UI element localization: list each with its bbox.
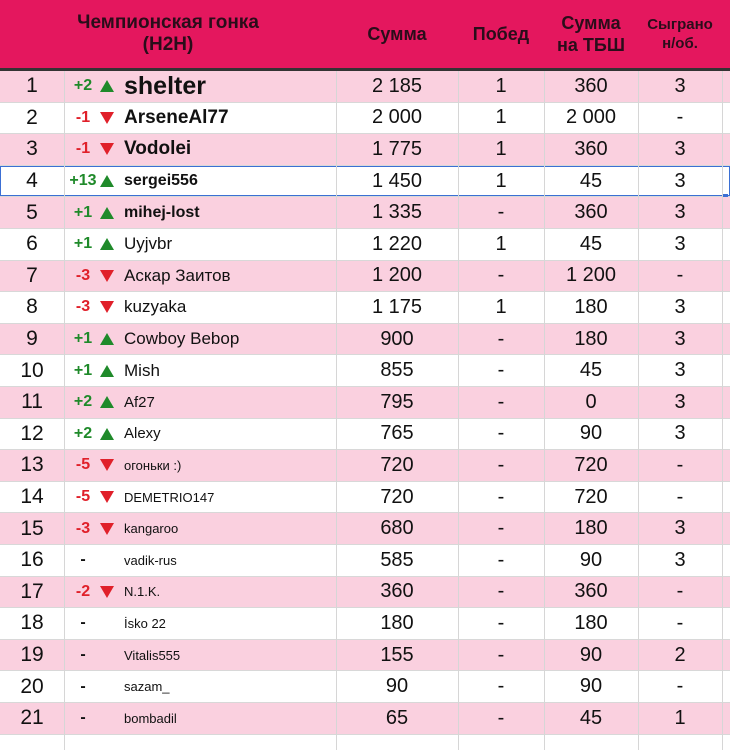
sum-cell[interactable]: 1 775 bbox=[371, 137, 423, 160]
player-name-cell[interactable]: İsko 22 bbox=[124, 615, 166, 631]
table-row[interactable] bbox=[0, 103, 730, 135]
triangle-up-icon bbox=[100, 333, 114, 345]
player-name-cell[interactable]: kangaroo bbox=[124, 521, 179, 537]
table-row[interactable] bbox=[0, 229, 730, 261]
sum-cell[interactable]: 2 185 bbox=[371, 74, 423, 97]
sum-cell[interactable]: 1 450 bbox=[371, 169, 423, 192]
table-row[interactable] bbox=[0, 324, 730, 356]
header-played[interactable] bbox=[638, 0, 722, 68]
played-cell[interactable]: - bbox=[676, 453, 684, 476]
player-name-cell[interactable]: Аскар Заитов bbox=[124, 265, 231, 285]
column-divider bbox=[722, 71, 723, 750]
tbsh-sum-cell[interactable]: 180 bbox=[574, 295, 608, 318]
triangle-up-icon bbox=[100, 80, 114, 92]
tbsh-sum-cell[interactable]: 180 bbox=[574, 611, 608, 634]
sum-cell[interactable]: 65 bbox=[385, 706, 409, 729]
position-cell[interactable]: 5 bbox=[26, 200, 38, 224]
tbsh-sum-cell[interactable]: 360 bbox=[574, 74, 608, 97]
player-name-cell[interactable]: Vitalis555 bbox=[124, 647, 181, 663]
player-name-cell[interactable]: Uyjvbr bbox=[124, 234, 173, 254]
player-name-cell[interactable]: Alexy bbox=[124, 425, 161, 443]
wins-cell[interactable]: 1 bbox=[495, 169, 507, 192]
wins-cell[interactable]: - bbox=[497, 485, 505, 508]
arrow-up-icon bbox=[96, 197, 118, 228]
table-row[interactable] bbox=[0, 703, 730, 735]
tbsh-sum-cell[interactable]: 720 bbox=[574, 453, 608, 476]
sum-cell[interactable]: 855 bbox=[380, 359, 414, 382]
position-cell[interactable]: 20 bbox=[20, 674, 44, 698]
delta-cell[interactable]: -3 bbox=[75, 298, 91, 316]
position-cell[interactable]: 2 bbox=[26, 105, 38, 129]
tbsh-sum-cell[interactable]: 180 bbox=[574, 327, 608, 350]
arrow-down-icon bbox=[96, 292, 118, 323]
wins-cell[interactable]: - bbox=[497, 580, 505, 603]
no-change-icon bbox=[96, 545, 118, 576]
table-row[interactable] bbox=[0, 166, 730, 198]
tbsh-sum-cell[interactable]: 0 bbox=[585, 390, 597, 413]
table-row[interactable] bbox=[0, 197, 730, 229]
delta-cell[interactable]: -1 bbox=[75, 108, 91, 126]
wins-cell[interactable]: - bbox=[497, 359, 505, 382]
tbsh-sum-cell[interactable]: 90 bbox=[579, 548, 603, 571]
position-cell[interactable]: 19 bbox=[20, 643, 44, 667]
position-cell[interactable]: 6 bbox=[26, 232, 38, 256]
played-cell[interactable]: 3 bbox=[674, 327, 686, 350]
played-cell[interactable]: - bbox=[676, 611, 684, 634]
column-divider bbox=[544, 71, 545, 750]
header-tbsh-line1: Сумма bbox=[561, 13, 621, 33]
arrow-down-icon bbox=[96, 482, 118, 513]
wins-cell[interactable]: 1 bbox=[495, 106, 507, 129]
player-name-cell[interactable]: shelter bbox=[124, 71, 206, 100]
arrow-down-icon bbox=[96, 450, 118, 481]
played-cell[interactable]: - bbox=[676, 580, 684, 603]
delta-cell[interactable]: - bbox=[80, 709, 86, 727]
position-cell[interactable]: 21 bbox=[20, 706, 44, 730]
sum-cell[interactable]: 1 175 bbox=[371, 295, 423, 318]
sum-cell[interactable]: 720 bbox=[380, 453, 414, 476]
player-name-cell[interactable]: огоньки :) bbox=[124, 457, 182, 473]
sum-cell[interactable]: 1 200 bbox=[371, 264, 423, 287]
sum-cell[interactable]: 680 bbox=[380, 517, 414, 540]
position-cell[interactable]: 7 bbox=[26, 263, 38, 287]
played-cell[interactable]: - bbox=[676, 675, 684, 698]
table-row[interactable] bbox=[0, 261, 730, 293]
triangle-down-icon bbox=[100, 301, 114, 313]
no-change-icon bbox=[96, 703, 118, 734]
arrow-up-icon bbox=[96, 324, 118, 355]
tbsh-sum-cell[interactable]: 90 bbox=[579, 643, 603, 666]
triangle-down-icon bbox=[100, 491, 114, 503]
arrow-up-icon bbox=[96, 355, 118, 386]
player-name-cell[interactable]: bombadil bbox=[124, 710, 177, 726]
header-sum-label: Сумма bbox=[367, 24, 427, 44]
table-row[interactable] bbox=[0, 355, 730, 387]
position-cell[interactable]: 13 bbox=[20, 453, 44, 477]
delta-cell[interactable]: -5 bbox=[75, 488, 91, 506]
played-cell[interactable]: 3 bbox=[674, 201, 686, 224]
player-name-cell[interactable]: sazam_ bbox=[124, 679, 170, 695]
header-title-line1: Чемпионская гонка bbox=[77, 12, 259, 33]
played-cell[interactable]: 3 bbox=[674, 137, 686, 160]
played-cell[interactable]: - bbox=[676, 485, 684, 508]
player-name-cell[interactable]: vadik-rus bbox=[124, 552, 177, 568]
triangle-up-icon bbox=[100, 175, 114, 187]
table-row[interactable] bbox=[0, 134, 730, 166]
arrow-down-icon bbox=[96, 103, 118, 134]
wins-cell[interactable]: 1 bbox=[495, 137, 507, 160]
player-name-cell[interactable]: Cowboy Bebop bbox=[124, 329, 240, 349]
table-row[interactable] bbox=[0, 640, 730, 672]
table-row[interactable] bbox=[0, 419, 730, 451]
position-cell[interactable]: 16 bbox=[20, 548, 44, 572]
wins-cell[interactable]: - bbox=[497, 264, 505, 287]
position-cell[interactable]: 17 bbox=[20, 579, 44, 603]
tbsh-sum-cell[interactable]: 1 200 bbox=[565, 264, 617, 287]
wins-cell[interactable]: - bbox=[497, 327, 505, 350]
position-cell[interactable]: 15 bbox=[20, 516, 44, 540]
wins-cell[interactable]: - bbox=[497, 201, 505, 224]
header-bar bbox=[0, 0, 730, 68]
wins-cell[interactable]: - bbox=[497, 675, 505, 698]
header-tbsh[interactable] bbox=[544, 0, 638, 68]
delta-cell[interactable]: +2 bbox=[73, 393, 93, 411]
triangle-down-icon bbox=[100, 112, 114, 124]
table-row[interactable] bbox=[0, 71, 730, 103]
header-wins-label: Побед bbox=[472, 24, 530, 44]
position-cell[interactable]: 3 bbox=[26, 137, 38, 161]
played-cell[interactable]: 3 bbox=[674, 422, 686, 445]
column-divider bbox=[458, 71, 459, 750]
tbsh-sum-cell[interactable]: 2 000 bbox=[565, 106, 617, 129]
table-row[interactable] bbox=[0, 608, 730, 640]
played-cell[interactable]: 3 bbox=[674, 548, 686, 571]
played-cell[interactable]: - bbox=[676, 106, 684, 129]
no-change-icon bbox=[96, 671, 118, 702]
header-title-line2: (H2H) bbox=[142, 34, 194, 55]
no-change-icon bbox=[96, 640, 118, 671]
sum-cell[interactable]: 155 bbox=[380, 643, 414, 666]
player-name-cell[interactable]: N.1.K. bbox=[124, 584, 161, 600]
position-cell[interactable]: 12 bbox=[20, 421, 44, 445]
tbsh-sum-cell[interactable]: 180 bbox=[574, 517, 608, 540]
wins-cell[interactable]: 1 bbox=[495, 295, 507, 318]
sum-cell[interactable]: 180 bbox=[380, 611, 414, 634]
delta-cell[interactable]: - bbox=[80, 646, 86, 664]
tbsh-sum-cell[interactable]: 45 bbox=[579, 169, 603, 192]
wins-cell[interactable]: - bbox=[497, 453, 505, 476]
table-row[interactable] bbox=[0, 292, 730, 324]
no-change-icon bbox=[96, 608, 118, 639]
tbsh-sum-cell[interactable]: 45 bbox=[579, 359, 603, 382]
table-row[interactable] bbox=[0, 577, 730, 609]
sum-cell[interactable]: 900 bbox=[380, 327, 414, 350]
delta-cell[interactable]: - bbox=[80, 677, 86, 695]
sum-cell[interactable]: 2 000 bbox=[371, 106, 423, 129]
player-name-cell[interactable]: Af27 bbox=[124, 393, 155, 411]
wins-cell[interactable]: - bbox=[497, 611, 505, 634]
delta-cell[interactable]: +2 bbox=[73, 77, 93, 95]
tbsh-sum-cell[interactable]: 45 bbox=[579, 232, 603, 255]
column-divider bbox=[64, 71, 65, 750]
sum-cell[interactable]: 720 bbox=[380, 485, 414, 508]
sum-cell[interactable]: 90 bbox=[385, 675, 409, 698]
played-cell[interactable]: 3 bbox=[674, 359, 686, 382]
arrow-up-icon bbox=[96, 229, 118, 260]
table-row[interactable] bbox=[0, 482, 730, 514]
triangle-up-icon bbox=[100, 365, 114, 377]
triangle-up-icon bbox=[100, 207, 114, 219]
position-cell[interactable]: 18 bbox=[20, 611, 44, 635]
header-wins[interactable] bbox=[458, 0, 544, 68]
delta-cell[interactable]: - bbox=[80, 614, 86, 632]
position-cell[interactable]: 4 bbox=[26, 169, 38, 193]
header-tbsh-line2: на ТБШ bbox=[557, 35, 625, 55]
triangle-down-icon bbox=[100, 586, 114, 598]
arrow-down-icon bbox=[96, 134, 118, 165]
sum-cell[interactable]: 1 335 bbox=[371, 201, 423, 224]
triangle-down-icon bbox=[100, 270, 114, 282]
delta-cell[interactable]: -1 bbox=[75, 140, 91, 158]
player-name-cell[interactable]: Mish bbox=[124, 360, 160, 380]
wins-cell[interactable]: 1 bbox=[495, 74, 507, 97]
delta-cell[interactable]: +2 bbox=[73, 424, 93, 442]
delta-cell[interactable]: -2 bbox=[75, 582, 91, 600]
played-cell[interactable]: 3 bbox=[674, 169, 686, 192]
played-cell[interactable]: 3 bbox=[674, 517, 686, 540]
player-name-cell[interactable]: ArseneAl77 bbox=[124, 106, 229, 128]
sum-cell[interactable]: 795 bbox=[380, 390, 414, 413]
table-row[interactable] bbox=[0, 671, 730, 703]
header-played-line2: н/об. bbox=[662, 35, 698, 52]
sum-cell[interactable]: 360 bbox=[380, 580, 414, 603]
tbsh-sum-cell[interactable]: 360 bbox=[574, 580, 608, 603]
tbsh-sum-cell[interactable]: 45 bbox=[579, 706, 603, 729]
header-sum[interactable] bbox=[336, 0, 458, 68]
triangle-down-icon bbox=[100, 523, 114, 535]
arrow-down-icon bbox=[96, 577, 118, 608]
delta-cell[interactable]: +1 bbox=[73, 361, 93, 379]
position-cell[interactable]: 1 bbox=[26, 74, 38, 98]
delta-cell[interactable]: +13 bbox=[69, 172, 97, 190]
player-name-cell[interactable]: sergei556 bbox=[124, 172, 198, 190]
played-cell[interactable]: 3 bbox=[674, 390, 686, 413]
triangle-up-icon bbox=[100, 428, 114, 440]
wins-cell[interactable]: - bbox=[497, 390, 505, 413]
tbsh-sum-cell[interactable]: 360 bbox=[574, 137, 608, 160]
wins-cell[interactable]: - bbox=[497, 422, 505, 445]
header-played-line1: Сыграно bbox=[647, 16, 713, 33]
wins-cell[interactable]: - bbox=[497, 706, 505, 729]
tbsh-sum-cell[interactable]: 90 bbox=[579, 422, 603, 445]
arrow-up-icon bbox=[96, 387, 118, 418]
wins-cell[interactable]: - bbox=[497, 517, 505, 540]
header-title[interactable] bbox=[0, 0, 336, 68]
player-name-cell[interactable]: Vodolei bbox=[124, 138, 192, 160]
triangle-up-icon bbox=[100, 238, 114, 250]
triangle-down-icon bbox=[100, 143, 114, 155]
delta-cell[interactable]: -3 bbox=[75, 266, 91, 284]
arrow-down-icon bbox=[96, 261, 118, 292]
triangle-up-icon bbox=[100, 396, 114, 408]
sum-cell[interactable]: 1 220 bbox=[371, 232, 423, 255]
wins-cell[interactable]: 1 bbox=[495, 232, 507, 255]
position-cell[interactable]: 8 bbox=[26, 295, 38, 319]
delta-cell[interactable]: -3 bbox=[75, 519, 91, 537]
column-divider bbox=[638, 71, 639, 750]
sum-cell[interactable]: 585 bbox=[380, 548, 414, 571]
player-name-cell[interactable]: DEMETRIO147 bbox=[124, 489, 215, 505]
position-cell[interactable]: 9 bbox=[26, 327, 38, 351]
arrow-down-icon bbox=[96, 513, 118, 544]
arrow-up-icon bbox=[96, 166, 118, 197]
played-cell[interactable]: - bbox=[676, 264, 684, 287]
played-cell[interactable]: 3 bbox=[674, 232, 686, 255]
delta-cell[interactable]: +1 bbox=[73, 203, 93, 221]
played-cell[interactable]: 1 bbox=[674, 706, 686, 729]
arrow-up-icon bbox=[96, 419, 118, 450]
wins-cell[interactable]: - bbox=[497, 643, 505, 666]
triangle-down-icon bbox=[100, 459, 114, 471]
player-name-cell[interactable]: mihej-lost bbox=[124, 203, 200, 221]
played-cell[interactable]: 3 bbox=[674, 295, 686, 318]
table-row[interactable] bbox=[0, 513, 730, 545]
tbsh-sum-cell[interactable]: 90 bbox=[579, 675, 603, 698]
delta-cell[interactable]: -5 bbox=[75, 456, 91, 474]
sum-cell[interactable]: 765 bbox=[380, 422, 414, 445]
delta-cell[interactable]: - bbox=[80, 551, 86, 569]
column-divider bbox=[336, 71, 337, 750]
tbsh-sum-cell[interactable]: 720 bbox=[574, 485, 608, 508]
arrow-up-icon bbox=[96, 71, 118, 102]
table-row[interactable] bbox=[0, 387, 730, 419]
wins-cell[interactable]: - bbox=[497, 548, 505, 571]
table-row[interactable] bbox=[0, 450, 730, 482]
position-cell[interactable]: 10 bbox=[20, 358, 44, 382]
player-name-cell[interactable]: kuzyaka bbox=[124, 297, 187, 317]
delta-cell[interactable]: +1 bbox=[73, 235, 93, 253]
position-cell[interactable]: 11 bbox=[21, 390, 43, 414]
table-row[interactable] bbox=[0, 545, 730, 577]
delta-cell[interactable]: +1 bbox=[73, 330, 93, 348]
played-cell[interactable]: 2 bbox=[674, 643, 686, 666]
position-cell[interactable]: 14 bbox=[20, 485, 44, 509]
played-cell[interactable]: 3 bbox=[674, 74, 686, 97]
tbsh-sum-cell[interactable]: 360 bbox=[574, 201, 608, 224]
